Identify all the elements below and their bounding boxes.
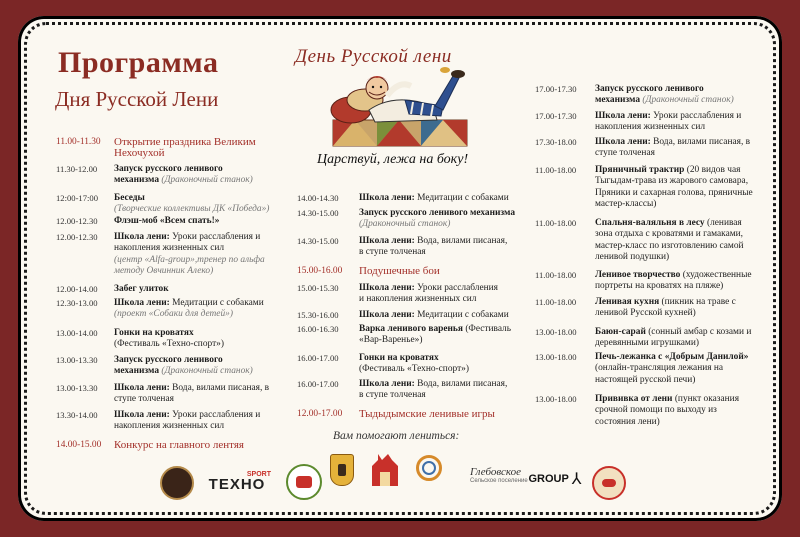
- schedule-time: 11.00-18.00: [535, 165, 577, 175]
- schedule-time: 12.00-14.00: [56, 284, 98, 294]
- schedule-description: [359, 310, 539, 321]
- schedule-desc-line: Тыгыдам-трава из жарового самовара,: [595, 176, 749, 187]
- logo-round-dark: [160, 466, 194, 500]
- logo-round-green: [286, 464, 322, 500]
- schedule-description: [114, 232, 324, 278]
- schedule-title: Прививка от лени: [595, 394, 673, 404]
- schedule-description: [114, 193, 324, 216]
- schedule-time: 12:00-17:00: [56, 193, 99, 203]
- schedule-note: (Драконочный станок): [640, 95, 734, 106]
- schedule-note: (Драконочный станок): [159, 366, 253, 377]
- schedule-description: [114, 440, 324, 451]
- schedule-desc-line: (Фестиваль «Техно-спорт»): [114, 339, 224, 350]
- schedule-desc-line: и накопления жизненных сил: [359, 294, 477, 305]
- logo-coat-of-arms: [330, 454, 354, 486]
- schedule-time: 15.00-15.30: [297, 283, 339, 293]
- schedule-desc-line: накопления жизненных сил: [595, 122, 706, 133]
- schedule-title: Школа лени:: [359, 379, 415, 389]
- schedule-title: Школа лени:: [114, 383, 170, 393]
- schedule-desc: Вода, вилами писаная,: [414, 236, 508, 246]
- lazy-man-illustration: [325, 62, 475, 150]
- schedule-desc-line: накопления жизненных сил: [114, 421, 225, 432]
- schedule-description: [114, 328, 324, 351]
- schedule-description: [359, 266, 539, 277]
- schedule-time: 13.30-14.00: [56, 410, 98, 420]
- schedule-time: 11.00-18.00: [535, 270, 577, 280]
- schedule-description: [359, 208, 539, 231]
- schedule-title: Спальня-валяльня в лесу: [595, 218, 705, 228]
- schedule-description: [595, 394, 785, 428]
- schedule-note: (Драконочный станок): [359, 219, 451, 230]
- schedule-title: Баюн-сарай: [595, 327, 646, 337]
- schedule-title: Школа лени:: [114, 232, 170, 242]
- program-subtitle: Дня Русской Лени: [55, 87, 219, 111]
- schedule-title: Запуск русского ленивого: [114, 164, 223, 174]
- schedule-time: 11.00-18.00: [535, 297, 577, 307]
- schedule-description: [359, 353, 539, 376]
- schedule-desc-line: мастер-классы): [595, 199, 657, 210]
- schedule-desc-line: «Вар-Варенье»): [359, 335, 423, 346]
- schedule-desc-line: в ступе толченая: [359, 390, 426, 401]
- schedule-desc-line: срочной помощи по выходу из: [595, 405, 717, 416]
- schedule-title: Пряничный трактир: [595, 165, 685, 175]
- schedule-time: 15.00-16.00: [297, 266, 343, 276]
- schedule-note: (центр «Alfa-group»,тренер по альфа: [114, 254, 265, 265]
- logo-group-text: GROUP: [528, 473, 569, 485]
- schedule-description: [595, 137, 785, 160]
- schedule-time: 12.00-17.00: [297, 409, 343, 419]
- schedule-time: 11.00-11.30: [56, 137, 101, 147]
- schedule-title: Школа лени:: [359, 236, 415, 246]
- schedule-desc: (пункт оказания: [672, 394, 739, 404]
- schedule-time: 17.00-17.30: [535, 111, 577, 121]
- schedule-time: 14.30-15.00: [297, 236, 339, 246]
- schedule-title: Школа лени:: [595, 111, 651, 121]
- schedule-desc-line: в ступе толченая: [359, 247, 426, 258]
- schedule-title: Школа лени:: [359, 283, 415, 293]
- schedule-desc: (художественные: [680, 270, 752, 280]
- schedule-time: 15.30-16.00: [297, 310, 339, 320]
- schedule-desc: Вода, вилами писаная,: [414, 379, 508, 389]
- schedule-title: Гонки на кроватях: [359, 353, 439, 363]
- schedule-description: [114, 383, 324, 406]
- schedule-desc: Уроки расслабления и: [169, 410, 261, 420]
- schedule-description: [114, 298, 324, 321]
- schedule-title: Гонки на кроватях: [114, 328, 194, 338]
- logo-techno-text: ТЕХНО: [208, 475, 266, 493]
- schedule-description: [359, 379, 539, 402]
- schedule-description: [359, 324, 539, 347]
- schedule-title-cont: механизма: [114, 366, 160, 377]
- schedule-time: 16.00-17.00: [297, 353, 339, 363]
- schedule-desc: Медитации с собаками: [414, 310, 509, 320]
- logo-glebovskoe: [470, 462, 532, 488]
- schedule-time: 13.00-18.00: [535, 352, 577, 362]
- schedule-time: 12.30-13.00: [56, 298, 98, 308]
- schedule-time: 13.00-13.30: [56, 383, 98, 393]
- schedule-title: Беседы: [114, 193, 145, 203]
- schedule-title: Забег улиток: [114, 284, 169, 294]
- schedule-description: [359, 236, 539, 259]
- logo-glebovskoe-sub: Сельское поселение: [470, 478, 528, 484]
- schedule-description: [595, 297, 785, 320]
- schedule-desc-line: ступе толченая: [114, 394, 174, 405]
- schedule-time: 12.00-12.30: [56, 232, 98, 242]
- logo-sport-text: SPORT: [246, 470, 271, 478]
- schedule-desc: Вода, вилами писаная, в: [169, 383, 270, 393]
- schedule-title: Ленивое творчество: [595, 270, 681, 280]
- schedule-time: 11.00-18.00: [535, 218, 577, 228]
- logo-group: [526, 470, 584, 488]
- schedule-desc: (Фестиваль: [462, 324, 512, 334]
- schedule-desc: Уроки расслабления и: [650, 111, 742, 121]
- festival-title: День Русской лени: [295, 46, 452, 67]
- schedule-description: [595, 352, 785, 386]
- schedule-time: 16.00-16.30: [297, 324, 339, 334]
- schedule-desc-line: накопления жизненных сил: [114, 243, 225, 254]
- schedule-note: методу Овчинник Алеко): [114, 266, 214, 277]
- schedule-title: Школа лени:: [114, 410, 170, 420]
- schedule-description: [114, 410, 324, 433]
- schedule-time: 13.00-14.00: [56, 328, 98, 338]
- schedule-title-cont: Нехочухой: [114, 147, 165, 160]
- schedule-desc: (20 видов чая: [684, 165, 741, 175]
- schedule-title: Конкурс на главного лентяя: [114, 439, 244, 451]
- schedule-desc-line: ленивой подушки): [595, 252, 670, 263]
- schedule-desc: Вода, вилами писаная, в: [650, 137, 751, 147]
- logo-round-red: [592, 466, 626, 500]
- schedule-desc-line: деревянными игрушками): [595, 338, 699, 349]
- schedule-desc-line: состояния лени): [595, 416, 660, 427]
- schedule-desc: Медитации с собаками: [414, 193, 509, 203]
- schedule-description: [595, 327, 785, 350]
- schedule-description: [595, 218, 785, 264]
- schedule-title: Школа лени:: [595, 137, 651, 147]
- schedule-desc: Уроки расслабления и: [169, 232, 261, 242]
- schedule-title: Запуск русского ленивого: [595, 84, 704, 94]
- schedule-description: [359, 283, 539, 306]
- schedule-description: [359, 193, 539, 204]
- schedule-desc: Уроки расслабления: [414, 283, 498, 293]
- schedule-time: 17.30-18.00: [535, 137, 577, 147]
- schedule-title: Школа лени:: [359, 193, 415, 203]
- schedule-time: 14.00-15.00: [56, 440, 102, 450]
- schedule-description: [595, 111, 785, 134]
- schedule-description: [114, 284, 324, 295]
- schedule-title: Тыдыдымские ленивые игры: [359, 408, 495, 420]
- schedule-desc-line: зона отдыха с кроватями и гамаками,: [595, 229, 744, 240]
- schedule-time: 14.00-14.30: [297, 193, 339, 203]
- schedule-time: 14.30-15.00: [297, 208, 339, 218]
- helpers-title: Вам помогают лениться:: [333, 430, 460, 442]
- schedule-desc: (сонный амбар с козами и: [645, 327, 752, 337]
- schedule-title-cont: механизма: [595, 95, 641, 106]
- schedule-title: Варка ленивого варенья: [359, 324, 463, 334]
- schedule-description: [114, 216, 324, 227]
- schedule-desc-line: ступе толченая: [595, 148, 655, 159]
- schedule-title: Ленивая кухня: [595, 297, 660, 307]
- schedule-time: 17.00-17.30: [535, 84, 577, 94]
- schedule-title: Печь-лежанка с «Добрым Данилой»: [595, 352, 749, 362]
- logo-swirl: [416, 455, 442, 481]
- schedule-description: [595, 165, 785, 211]
- schedule-note: (Творческие коллективы ДК «Победа»): [114, 204, 270, 215]
- program-title: Программа: [58, 46, 219, 79]
- schedule-time: 12.00-12.30: [56, 216, 98, 226]
- schedule-description: [595, 84, 785, 107]
- schedule-note: (проект «Собаки для детей»): [114, 309, 233, 320]
- logo-russian-fest: [368, 452, 402, 488]
- schedule-title: Запуск русского ленивого механизма: [359, 208, 516, 218]
- schedule-desc: Медитации с собаками: [169, 298, 264, 308]
- schedule-desc-line: мастер-класс по изготовлению самой: [595, 240, 744, 251]
- schedule-note: (Драконочный станок): [159, 175, 253, 186]
- schedule-desc-line: (Фестиваль «Техно-спорт»): [359, 364, 469, 375]
- schedule-time: 11.30-12.00: [56, 164, 98, 174]
- schedule-title: Запуск русского ленивого: [114, 355, 223, 365]
- schedule-title: Школа лени:: [114, 298, 170, 308]
- schedule-time: 16.00-17.00: [297, 379, 339, 389]
- schedule-description: [595, 270, 785, 293]
- schedule-title: Школа лени:: [359, 310, 415, 320]
- schedule-desc: (ленивая: [704, 218, 742, 228]
- schedule-description: [359, 409, 539, 420]
- logo-glebovskoe-text: Глебовское: [470, 466, 521, 478]
- schedule-time: 13.00-18.00: [535, 327, 577, 337]
- schedule-title-cont: механизма: [114, 175, 160, 186]
- schedule-title: Подушечные бои: [359, 265, 440, 277]
- logo-technosport: [203, 470, 271, 492]
- schedule-description: [114, 355, 324, 378]
- schedule-description: [114, 164, 324, 187]
- schedule-desc: (пикник на траве с: [659, 297, 736, 307]
- schedule-description: [114, 137, 324, 160]
- schedule-title: Открытие праздника Великим: [114, 136, 256, 148]
- schedule-desc-line: ленивой Русской кухней): [595, 308, 696, 319]
- schedule-desc-line: Пряники и сахарная голова, пряничные: [595, 187, 753, 198]
- schedule-title: Флэш-моб «Всем спать!»: [114, 216, 220, 226]
- schedule-desc-line: настоящей русской печи): [595, 374, 696, 385]
- schedule-desc-line: (онлайн-трансляция лежания на: [595, 363, 724, 374]
- schedule-time: 13.00-13.30: [56, 355, 98, 365]
- schedule-time: 13.00-18.00: [535, 394, 577, 404]
- schedule-desc-line: портреты на кроватях на пляже): [595, 281, 724, 292]
- festival-slogan: Царствуй, лежа на боку!: [317, 152, 469, 167]
- logo-group-mark: ⅄: [571, 471, 582, 488]
